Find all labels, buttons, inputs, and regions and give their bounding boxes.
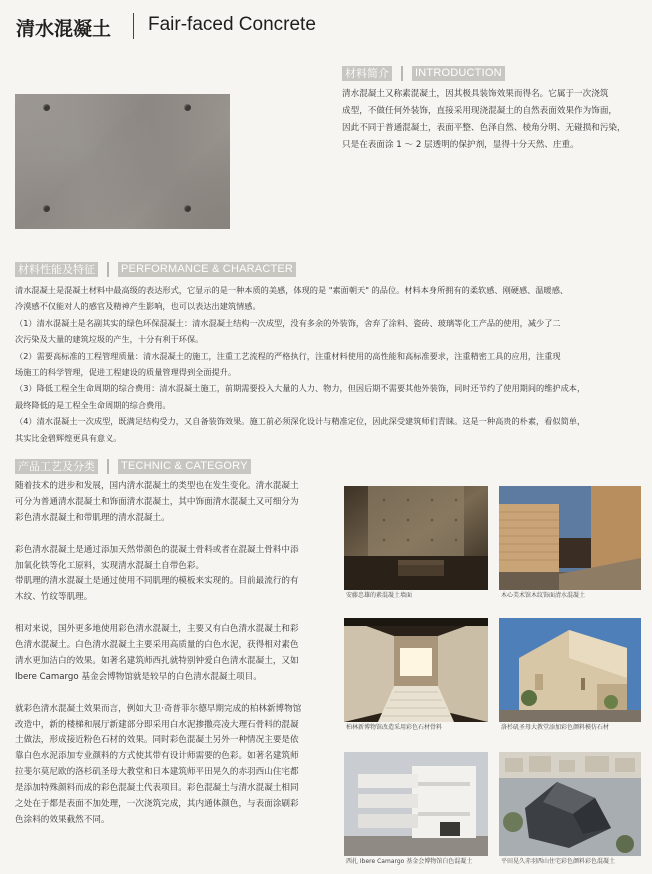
cathedral-photo [499,618,641,722]
text-line: 加氧化铁等化工原料，实现清水混凝土自带色彩。 [15,560,205,571]
text-line: 清水更加洁白的效果。如著名建筑师西扎就特别钟爱白色清水混凝土，又如 [15,655,299,666]
text-line: （4）清水混凝土一次成型，既满足结构受力，又自备装饰效果。施工前必须深化设计与精准定位，因此深受建筑师们青睐。这是一种高贵的朴素，看似简单， [15,416,586,427]
text-line: 木纹、竹纹等肌理。 [15,592,93,603]
technic-heading [15,458,251,475]
text-line: 最终降低的是工程全生命周期的综合费用。 [15,399,171,410]
text-line: 冷漠感不仅能对人的感官及精神产生影响，也可以表达出建筑情感。 [15,301,261,312]
concrete-wall-interior-photo [344,486,488,590]
intro-text [342,86,642,154]
page-title-en: Fair-faced Concrete [148,14,316,35]
photo-caption: 柏林新博物馆改造采用彩色石材骨料 [346,724,443,731]
tie-hole-icon [43,205,50,212]
text-line: 清水混凝土又称素混凝土，因其极具装饰效果而得名。它属于一次浇筑 [342,89,609,99]
performance-heading [15,261,296,278]
text-line: 之处在于都是表面不加处理，一次浇筑完成，其内通体颜色，与表面涂刷彩 [15,799,299,810]
text-line: 相对来说，国外更多地使用彩色清水混凝土，主要又有白色清水混凝土和彩 [15,624,299,635]
text-line: 是添加特殊颜料而成的彩色混凝土代表项目。彩色混凝土与清水混凝土相同 [15,783,299,794]
photo-caption: 西扎 Ibere Camargo 基金会博物馆白色混凝土 [346,858,473,865]
text-line: 彩色清水混凝土和带肌理的清水混凝土。 [15,512,170,523]
text-line: Ibere Camargo 基金会博物馆就是较早的白色清水混凝土项目。 [15,671,262,682]
photo-caption: 平田晃久赤羽西山住宅彩色颜料彩色混凝土 [501,858,616,865]
white-museum-photo [344,752,488,856]
technic-heading-cn: 产品工艺及分类 [15,459,98,474]
title-divider [133,13,134,39]
performance-heading-en: PERFORMANCE & CHARACTER [118,262,296,277]
text-line: 拉斐尔莫尼欧的洛杉矶圣母大教堂和日本建筑师平田晃久的赤羽西山住宅都 [15,767,299,778]
text-line [15,686,335,702]
house-aerial-photo [499,752,641,856]
heading-divider [401,66,403,81]
photo-caption: 木心美术馆木纹饰面清水混凝土 [501,592,586,599]
text-line: 随着技术的进步和发展，国内清水混凝土的类型也在发生变化。清水混凝土 [15,481,299,491]
text-line: （2）需要高标准的工程管理质量：清水混凝土的施工，注重工艺流程的严格执行，注重材料使用的高性能和高标准要求，注重精密工具的应用，注重现 [15,350,561,361]
text-line: 靠白色水泥添加专业颜料的方式使其带有设计师需要的色彩。如著名建筑师 [15,751,299,762]
photo-caption: 洛杉矶圣母大教堂添加彩色颜料模仿石材 [501,724,610,731]
technic-heading-en: TECHNIC & CATEGORY [118,459,251,474]
tie-hole-icon [184,104,191,111]
photo-caption: 安藤忠雄的素混凝土墙面 [346,592,413,599]
technic-text [15,479,335,829]
text-line: 其实比金碧辉煌更具有意义。 [15,432,122,443]
text-line: 改造中，新的楼梯和展厅新建部分即采用白水泥掺撒亮凌大理石骨料的混凝 [15,719,299,730]
intro-heading [342,65,505,82]
tie-hole-icon [184,205,191,212]
text-line: 可分为普通清水混凝土和饰面清水混凝土，其中饰面清水混凝土又可细分为 [15,496,299,507]
text-line: 因此不同于普通混凝土，表面平整、色泽自然、棱角分明、无碰损和污染， [342,123,626,133]
text-line: 只是在表面涂 1 ～ 2 层透明的保护剂，显得十分天然、庄重。 [342,140,579,150]
text-line: 场施工的科学管理，促进工程建设的质量管理得到全面提升。 [15,367,237,378]
text-line: 彩色清水混凝土是通过添加天然带颜色的混凝土骨料或者在混凝土骨料中添 [15,544,299,555]
text-line [15,527,335,543]
heading-divider [107,459,109,474]
text-line: 成型，不做任何外装饰，直接采用现浇混凝土的自然表面效果作为饰面， [342,106,618,116]
text-line: （1）清水混凝土是名副其实的绿色环保混凝土：清水混凝土结构一次成型，没有多余的外装饰，舍弃了涂料、瓷砖、玻璃等化工产品的使用，减少了二 [15,317,561,328]
text-line: 次污染及大量的建筑垃圾的产生，十分有利于环保。 [15,334,204,345]
text-line: （3）降低工程全生命周期的综合费用：清水混凝土施工，前期需要投入大量的人力、物力，但因后期不需要其他外装饰，同时还节约了使用期间的维护成本， [15,383,586,394]
intro-heading-cn: 材料简介 [342,66,392,81]
text-line: 带肌理的清水混凝土是通过使用不同肌理的模板来实现的。目前最流行的有 [15,576,299,587]
page-title-cn: 清水混凝土 [16,18,112,40]
text-line [15,606,335,622]
text-line: 色清水混凝土。白色清水混凝土主要采用高质量的白色水泥，获得相对素色 [15,640,299,651]
timber-textured-building-photo [499,486,641,590]
text-line: 就彩色清水混凝土效果而言，例如大卫·奇普菲尔德早期完成的柏林新博物馆 [15,703,302,714]
text-line: 色涂料的效果截然不同。 [15,814,110,825]
museum-hall-photo [344,618,488,722]
tie-hole-icon [43,104,50,111]
intro-heading-en: INTRODUCTION [412,66,505,81]
text-line: 土做法，形成接近粉色石材的效果。同时彩色混凝土另外一种情况主要是依 [15,735,299,746]
heading-divider [107,262,109,277]
performance-text [15,282,645,446]
performance-heading-cn: 材料性能及特征 [15,262,98,277]
concrete-sample-image [15,94,230,229]
text-line: 清水混凝土是混凝土材料中最高级的表达形式，它显示的是一种本质的美感，体现的是 "素面朝天" 的品位。材料本身所拥有的柔软感、刚硬感、温暖感、 [15,285,569,295]
